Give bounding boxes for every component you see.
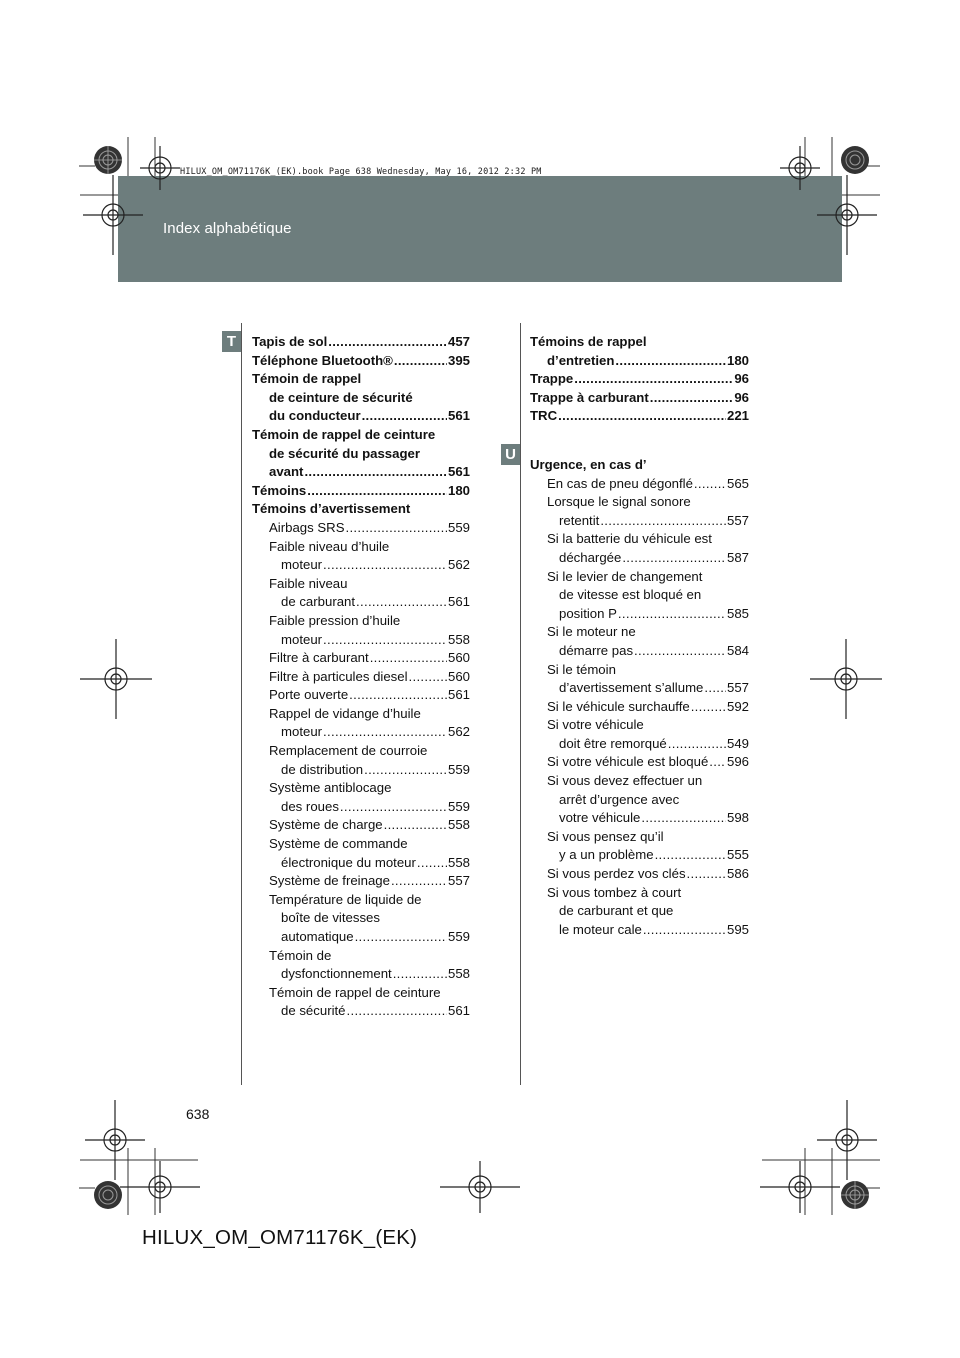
entry-term: Si le véhicule surchauffe xyxy=(547,698,690,714)
dot-leader xyxy=(340,798,447,817)
dot-leader xyxy=(600,512,726,531)
dot-leader xyxy=(691,698,726,717)
entry-term: Tapis de sol xyxy=(252,334,328,349)
entry-page-number: 457 xyxy=(447,334,470,349)
entry-term: retentit xyxy=(559,512,600,528)
index-entry xyxy=(252,352,470,371)
entry-term: Filtre à particules diesel xyxy=(269,668,408,684)
dot-leader xyxy=(618,605,726,624)
dot-leader xyxy=(650,389,734,408)
index-entry xyxy=(252,928,470,947)
index-entry-text: Témoin de rappel de ceinture xyxy=(252,426,436,442)
index-entry-text: Si la batterie du véhicule est xyxy=(547,531,712,547)
crosshair-top-right xyxy=(780,146,820,190)
entry-term: automatique xyxy=(281,929,354,944)
index-entry xyxy=(530,735,749,754)
entry-page-number: 180 xyxy=(726,352,749,368)
entry-term: Trappe xyxy=(530,371,574,387)
index-entry-text: Rappel de vidange d’huile xyxy=(269,705,421,721)
entry-page-number: 559 xyxy=(447,519,470,535)
entry-page-number: 585 xyxy=(726,605,749,621)
file-info-stamp: HILUX_OM_OM71176K_(EK).book Page 638 Wednesday, May 16, 2012 2:32 PM xyxy=(180,167,542,177)
entry-term: électronique du moteur xyxy=(281,854,416,870)
entry-term: moteur xyxy=(281,557,323,573)
crosshair-bottom-center xyxy=(440,1161,520,1213)
index-entry xyxy=(530,642,749,661)
entry-term: moteur xyxy=(281,631,323,647)
entry-term: votre véhicule xyxy=(559,810,641,826)
entry-term: de carburant xyxy=(281,594,356,610)
index-entry-text: Remplacement de courroie xyxy=(269,743,428,759)
entry-page-number: 96 xyxy=(734,389,749,405)
entry-page-number: 561 xyxy=(447,464,470,480)
entry-term: avant xyxy=(269,464,304,480)
index-entry-text: Urgence, en cas d’ xyxy=(530,456,647,472)
dot-leader xyxy=(362,407,447,426)
dot-leader xyxy=(384,816,447,835)
dot-leader xyxy=(355,928,447,947)
dot-leader xyxy=(323,556,447,575)
letter-tab-u: U xyxy=(501,444,520,465)
entry-page-number: 558 xyxy=(447,631,470,647)
dot-leader xyxy=(641,809,726,828)
crosshair-right-middle xyxy=(810,639,882,719)
entry-page-number: 559 xyxy=(447,798,470,814)
entry-page-number: 565 xyxy=(726,475,749,491)
index-entry-text: de vitesse est bloqué en xyxy=(559,587,702,603)
dot-leader xyxy=(394,352,447,371)
dot-leader xyxy=(643,921,726,940)
dot-leader xyxy=(356,593,447,612)
index-entry xyxy=(252,723,470,742)
entry-page-number: 549 xyxy=(726,735,749,751)
crosshair-right-upper xyxy=(817,175,877,255)
index-entry-text: arrêt d’urgence avec xyxy=(559,791,680,807)
index-entry xyxy=(530,605,749,624)
index-entry-text: Faible niveau xyxy=(269,575,348,591)
letter-tab-t: T xyxy=(222,331,241,352)
dot-leader xyxy=(709,753,726,772)
dot-leader xyxy=(323,723,447,742)
dot-leader xyxy=(346,519,447,538)
entry-page-number: 560 xyxy=(447,650,470,666)
dot-leader xyxy=(347,1002,447,1021)
target-top-right xyxy=(841,146,869,174)
dot-leader xyxy=(304,463,447,482)
entry-term: du conducteur xyxy=(269,408,361,424)
entry-page-number: 596 xyxy=(726,754,749,770)
dot-leader xyxy=(615,352,726,371)
index-entry xyxy=(252,593,470,612)
index-entry xyxy=(530,865,749,884)
entry-page-number: 561 xyxy=(447,594,470,610)
index-entry-text: Si le moteur ne xyxy=(547,624,636,640)
index-entry-text: de ceinture de sécurité xyxy=(269,389,413,405)
index-entry-text: Témoin de rappel xyxy=(252,371,362,387)
entry-term: Système de freinage xyxy=(269,873,390,889)
index-entry-text: boîte de vitesses xyxy=(281,910,380,926)
index-entry-text: Si vous pensez qu’il xyxy=(547,828,664,844)
crosshair-top-left xyxy=(140,146,180,190)
entry-term: Si votre véhicule est bloqué xyxy=(547,754,709,770)
index-entry xyxy=(530,921,749,940)
index-entry xyxy=(530,475,749,494)
index-entry-text: Système de commande xyxy=(269,836,408,852)
dot-leader xyxy=(370,649,447,668)
crosshair-bottom-right xyxy=(760,1161,840,1213)
column-rule-left xyxy=(241,323,242,1085)
target-bottom-left xyxy=(94,1181,122,1209)
index-entry xyxy=(252,631,470,650)
index-entry xyxy=(252,407,470,426)
entry-page-number: 221 xyxy=(726,408,749,424)
entry-page-number: 96 xyxy=(734,371,749,387)
index-entry xyxy=(252,761,470,780)
dot-leader xyxy=(323,631,447,650)
entry-page-number: 587 xyxy=(726,549,749,565)
dot-leader xyxy=(574,370,733,389)
entry-term: d’entretien xyxy=(547,352,615,368)
dot-leader xyxy=(391,872,447,891)
index-entry-text: Lorsque le signal sonore xyxy=(547,494,691,510)
entry-page-number: 561 xyxy=(447,1003,470,1019)
index-entry xyxy=(530,753,749,772)
index-entry xyxy=(530,389,749,408)
entry-page-number: 557 xyxy=(726,680,749,696)
entry-term: d’avertissement s’allume xyxy=(559,680,704,696)
entry-term: TRC xyxy=(530,408,558,424)
index-entry xyxy=(530,352,749,371)
dot-leader xyxy=(694,475,726,494)
index-entry xyxy=(530,679,749,698)
entry-page-number: 561 xyxy=(447,408,470,424)
index-entry-text: Témoins d’avertissement xyxy=(252,501,411,517)
index-entry xyxy=(252,668,470,687)
dot-leader xyxy=(668,735,726,754)
index-entry-text: de carburant et que xyxy=(559,903,674,919)
index-entry-text: Faible pression d’huile xyxy=(269,612,401,628)
index-entry-text: Si le témoin xyxy=(547,661,616,677)
entry-page-number: 562 xyxy=(447,557,470,573)
entry-page-number: 560 xyxy=(447,668,470,684)
index-entry xyxy=(252,333,470,352)
index-entry xyxy=(252,649,470,668)
index-entry xyxy=(530,809,749,828)
entry-term: doit être remorqué xyxy=(559,735,667,751)
entry-term: Système de charge xyxy=(269,817,383,833)
index-column-left xyxy=(252,333,470,1021)
entry-term: de distribution xyxy=(281,761,364,777)
index-entry xyxy=(252,798,470,817)
dot-leader xyxy=(622,549,726,568)
crosshair-bottom-left xyxy=(120,1161,200,1213)
entry-term: de sécurité xyxy=(281,1003,346,1019)
entry-term: des roues xyxy=(281,798,339,814)
entry-term: En cas de pneu dégonflé xyxy=(547,475,693,491)
entry-term: déchargée xyxy=(559,549,622,565)
index-entry-text: Système antiblocage xyxy=(269,780,392,796)
index-entry xyxy=(252,816,470,835)
dot-leader xyxy=(393,965,447,984)
entry-page-number: 598 xyxy=(726,810,749,826)
crosshair-left-upper xyxy=(83,175,143,255)
dot-leader xyxy=(364,761,447,780)
index-entry xyxy=(530,512,749,531)
column-rule-right xyxy=(520,323,521,1085)
dot-leader xyxy=(634,642,726,661)
entry-term: position P xyxy=(559,605,617,621)
index-entry xyxy=(252,1002,470,1021)
target-bottom-right xyxy=(841,1181,869,1209)
entry-page-number: 562 xyxy=(447,724,470,740)
index-entry-text: Faible niveau d’huile xyxy=(269,538,390,554)
entry-term: dysfonctionnement xyxy=(281,966,392,982)
entry-term: Témoins xyxy=(252,482,307,498)
entry-page-number: 595 xyxy=(726,921,749,937)
entry-term: Si vous perdez vos clés xyxy=(547,866,686,882)
index-entry xyxy=(530,407,749,426)
entry-page-number: 558 xyxy=(447,817,470,833)
index-entry xyxy=(252,482,470,501)
entry-term: y a un problème xyxy=(559,847,654,863)
index-entry xyxy=(252,463,470,482)
entry-page-number: 558 xyxy=(447,854,470,870)
target-top-left xyxy=(94,146,122,174)
index-entry-text: Si vous devez effectuer un xyxy=(547,773,703,789)
entry-page-number: 559 xyxy=(447,761,470,777)
dot-leader xyxy=(349,686,447,705)
index-entry xyxy=(530,370,749,389)
dot-leader xyxy=(655,846,726,865)
document-id: HILUX_OM_OM71176K_(EK) xyxy=(142,1226,418,1249)
entry-page-number: 558 xyxy=(447,966,470,982)
dot-leader xyxy=(558,407,726,426)
entry-page-number: 395 xyxy=(447,352,470,368)
index-entry xyxy=(252,686,470,705)
index-entry-text: Si vous tombez à court xyxy=(547,884,682,900)
dot-leader xyxy=(307,482,447,501)
index-entry xyxy=(530,846,749,865)
entry-page-number: 592 xyxy=(726,698,749,714)
entry-term: le moteur cale xyxy=(559,921,642,937)
crosshair-left-middle xyxy=(80,639,152,719)
index-entry xyxy=(252,854,470,873)
index-entry-text: Si votre véhicule xyxy=(547,717,644,733)
dot-leader xyxy=(417,854,447,873)
index-entry-text: Témoin de rappel de ceinture xyxy=(269,984,441,1000)
entry-page-number: 584 xyxy=(726,642,749,658)
crosshair-right-lower xyxy=(817,1100,877,1180)
entry-term: démarre pas xyxy=(559,642,634,658)
entry-page-number: 561 xyxy=(447,687,470,703)
entry-term: Filtre à carburant xyxy=(269,650,369,666)
entry-term: Airbags SRS xyxy=(269,519,345,535)
entry-page-number: 180 xyxy=(447,482,470,498)
index-entry-text: Témoin de xyxy=(269,947,332,963)
entry-page-number: 555 xyxy=(726,847,749,863)
crosshair-left-lower xyxy=(85,1100,145,1180)
entry-term: moteur xyxy=(281,724,323,740)
dot-leader xyxy=(687,865,726,884)
index-column-right xyxy=(530,333,749,939)
entry-page-number: 557 xyxy=(726,512,749,528)
entry-page-number: 557 xyxy=(447,873,470,889)
index-entry xyxy=(252,519,470,538)
dot-leader xyxy=(704,679,726,698)
entry-term: Porte ouverte xyxy=(269,687,349,703)
index-entry xyxy=(530,698,749,717)
index-entry xyxy=(252,872,470,891)
entry-term: Téléphone Bluetooth® xyxy=(252,352,393,368)
page-number: 638 xyxy=(186,1106,210,1122)
dot-leader xyxy=(409,668,447,687)
index-entry-text: Température de liquide de xyxy=(269,891,422,907)
index-entry-text: Si le levier de changement xyxy=(547,568,703,584)
index-entry xyxy=(530,549,749,568)
index-entry-text: Témoins de rappel xyxy=(530,334,647,349)
letter-section-gap xyxy=(530,426,749,456)
index-entry-text: de sécurité du passager xyxy=(269,445,420,461)
entry-page-number: 586 xyxy=(726,866,749,882)
section-title: Index alphabétique xyxy=(163,220,292,237)
index-entry xyxy=(252,965,470,984)
entry-term: Trappe à carburant xyxy=(530,389,649,405)
dot-leader xyxy=(328,333,447,352)
index-entry xyxy=(252,556,470,575)
entry-page-number: 559 xyxy=(447,929,470,944)
